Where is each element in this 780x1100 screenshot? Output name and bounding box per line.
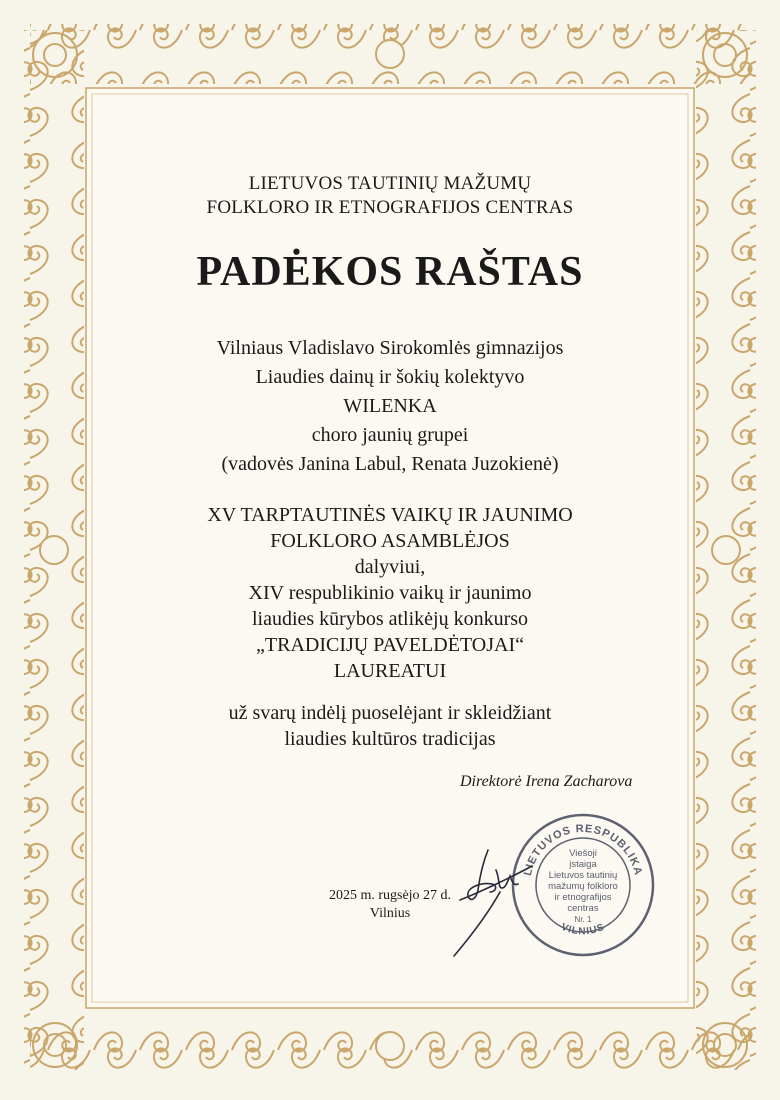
event-line-4: XIV respublikinio vaikų ir jaunimo — [248, 582, 532, 604]
stamp-top-text: LIETUVOS RESPUBLIKA — [521, 822, 645, 878]
date-place-block — [240, 887, 540, 923]
director-name: Direktorė Irena Zacharova — [460, 773, 633, 790]
stamp-bottom-text: VILNIUS — [559, 921, 607, 938]
merit-block — [0, 700, 780, 752]
stamp-center-line-3: Lietuvos tautinių — [548, 870, 618, 881]
merit-line-1: už svarų indėlį puoselėjant ir skleidžiant — [228, 702, 552, 724]
event-line-2: FOLKLORO ASAMBLĖJOS — [270, 530, 510, 552]
stamp-center-line-5: ir etnografijos — [554, 892, 612, 903]
issue-place: Vilnius — [369, 906, 411, 921]
certificate-title: PADĖKOS RAŠTAS — [196, 249, 584, 295]
merit-line-2: liaudies kultūros tradicijas — [284, 728, 496, 750]
recipient-block — [0, 334, 780, 479]
stamp-center-line-4: mažumų folkloro — [548, 881, 618, 892]
issuing-organization — [0, 172, 780, 220]
stamp-center-line-6: centras — [567, 903, 599, 914]
event-line-1: XV TARPTAUTINĖS VAIKŲ IR JAUNIMO — [207, 504, 573, 526]
stamp-center-line-7: Nr. 1 — [574, 915, 592, 924]
stamp-center-line-2: įstaiga — [569, 859, 597, 870]
organization-line-1: LIETUVOS TAUTINIŲ MAŽUMŲ — [248, 173, 532, 194]
recipient-line-3: WILENKA — [343, 395, 437, 417]
event-line-7: LAUREATUI — [333, 660, 447, 682]
organization-line-2: FOLKLORO IR ETNOGRAFIJOS CENTRAS — [206, 197, 574, 218]
recipient-line-2: Liaudies dainų ir šokių kolektyvo — [255, 366, 525, 388]
svg-text:VILNIUS — [559, 922, 606, 938]
recipient-line-5: (vadovės Janina Labul, Renata Juzokienė) — [221, 453, 559, 475]
event-line-5: liaudies kūrybos atlikėjų konkurso — [251, 608, 529, 630]
issue-date: 2025 m. rugsėjo 27 d. — [328, 888, 452, 903]
event-line-6: „TRADICIJŲ PAVELDĖTOJAI“ — [256, 634, 524, 656]
recipient-line-1: Vilniaus Vladislavo Sirokomlės gimnazijos — [216, 337, 564, 359]
event-block — [0, 502, 780, 684]
event-line-3: dalyviui, — [354, 556, 426, 578]
stamp-center-line-1: Viešoji — [569, 848, 597, 859]
recipient-line-4: choro jaunių grupei — [311, 424, 469, 446]
